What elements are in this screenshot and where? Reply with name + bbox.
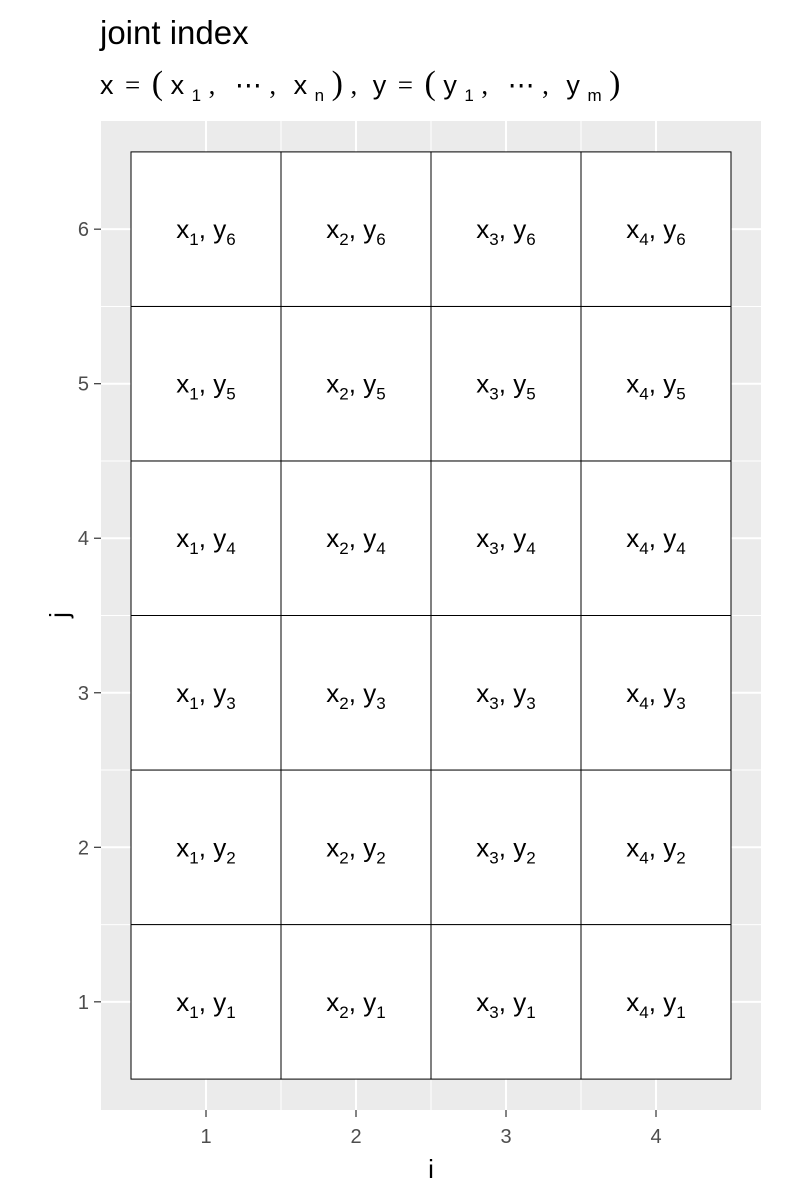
cell-label-x1-y5: $x_1$, $y_5$ bbox=[176, 368, 236, 404]
cell-label-x2-y2: $x_2$, $y_2$ bbox=[326, 832, 386, 868]
cell-label-x4-y4: $x_4$, $y_4$ bbox=[626, 523, 686, 559]
cell-label-x1-y6: $x_1$, $y_6$ bbox=[176, 214, 236, 250]
x-tick-label-3: 3 bbox=[500, 1126, 512, 1148]
subtitle-rparen-2: ) bbox=[609, 65, 621, 102]
subtitle-xn-sub: n bbox=[314, 86, 325, 105]
cell-label-x1-y4: $x_1$, $y_4$ bbox=[176, 523, 236, 559]
subtitle-ellipsis-1: ⋯ bbox=[234, 70, 262, 100]
y-tick-label-1: 1 bbox=[77, 991, 89, 1014]
subtitle-xn-base: x bbox=[293, 70, 308, 100]
subtitle-x1-base: x bbox=[170, 70, 185, 100]
subtitle-comma-4: , bbox=[481, 70, 489, 100]
y-tick-label-6: 6 bbox=[77, 219, 89, 242]
y-tick-label-4: 4 bbox=[77, 528, 89, 551]
subtitle-ellipsis-2: ⋯ bbox=[507, 70, 535, 100]
y-axis-title: j bbox=[44, 612, 74, 618]
cell-label-x3-y5: $x_3$, $y_5$ bbox=[476, 368, 536, 404]
chart-title: joint index bbox=[100, 14, 249, 51]
subtitle-eq-2: = bbox=[397, 70, 414, 100]
subtitle-rparen-1: ) bbox=[331, 65, 343, 102]
cell-label-x4-y6: $x_4$, $y_6$ bbox=[626, 214, 686, 250]
subtitle-comma-1: , bbox=[208, 70, 216, 100]
cell-label-x4-y3: $x_4$, $y_3$ bbox=[626, 677, 686, 713]
tiles bbox=[131, 152, 731, 1079]
cell-label-x3-y1: $x_3$, $y_1$ bbox=[476, 986, 536, 1022]
cell-label-x2-y5: $x_2$, $y_5$ bbox=[326, 368, 386, 404]
cell-label-x4-y5: $x_4$, $y_5$ bbox=[626, 368, 686, 404]
y-tick-label-3: 3 bbox=[77, 682, 89, 705]
subtitle-lparen-2: ( bbox=[424, 65, 436, 102]
x-axis-title: i bbox=[428, 1154, 434, 1184]
subtitle-y1-base: y bbox=[443, 70, 457, 100]
cell-label-x1-y3: $x_1$, $y_3$ bbox=[176, 677, 236, 713]
subtitle-comma-5: , bbox=[542, 70, 549, 100]
y-tick-label-5: 5 bbox=[77, 373, 89, 396]
x-tick-label-1: 1 bbox=[200, 1126, 212, 1148]
cell-label-x2-y3: $x_2$, $y_3$ bbox=[326, 677, 386, 713]
cell-label-x2-y4: $x_2$, $y_4$ bbox=[326, 523, 386, 559]
subtitle-y1-sub: 1 bbox=[464, 86, 474, 105]
cell-label-x1-y2: $x_1$, $y_2$ bbox=[176, 832, 236, 868]
subtitle-eq-1: = bbox=[125, 70, 141, 100]
x-tick-label-2: 2 bbox=[350, 1126, 362, 1148]
subtitle-comma-2: , bbox=[269, 70, 277, 100]
cell-label-x4-y1: $x_4$, $y_1$ bbox=[626, 986, 686, 1022]
cell-label-x2-y1: $x_2$, $y_1$ bbox=[326, 986, 386, 1022]
subtitle-x-var: x bbox=[100, 70, 114, 100]
x-tick-label-4: 4 bbox=[650, 1126, 662, 1148]
subtitle-y-var: y bbox=[372, 70, 387, 100]
cell-label-x2-y6: $x_2$, $y_6$ bbox=[326, 214, 386, 250]
chart-subtitle bbox=[100, 65, 620, 107]
y-tick-label-2: 2 bbox=[77, 837, 89, 860]
subtitle-comma-3: , bbox=[350, 70, 358, 100]
cell-label-x3-y4: $x_3$, $y_4$ bbox=[476, 523, 536, 559]
subtitle-x1-sub: 1 bbox=[191, 86, 202, 105]
cell-label-x3-y6: $x_3$, $y_6$ bbox=[476, 214, 536, 250]
subtitle-ym-base: y bbox=[566, 70, 580, 100]
y-axis bbox=[78, 219, 101, 1014]
subtitle-lparen-1: ( bbox=[151, 65, 164, 102]
x-axis bbox=[200, 1110, 661, 1148]
cell-label-x1-y1: $x_1$, $y_1$ bbox=[176, 986, 236, 1022]
cell-label-x3-y2: $x_3$, $y_2$ bbox=[476, 832, 536, 868]
cell-label-x3-y3: $x_3$, $y_3$ bbox=[476, 677, 536, 713]
cell-label-x4-y2: $x_4$, $y_2$ bbox=[626, 832, 686, 868]
subtitle-ym-sub: m bbox=[587, 86, 602, 105]
